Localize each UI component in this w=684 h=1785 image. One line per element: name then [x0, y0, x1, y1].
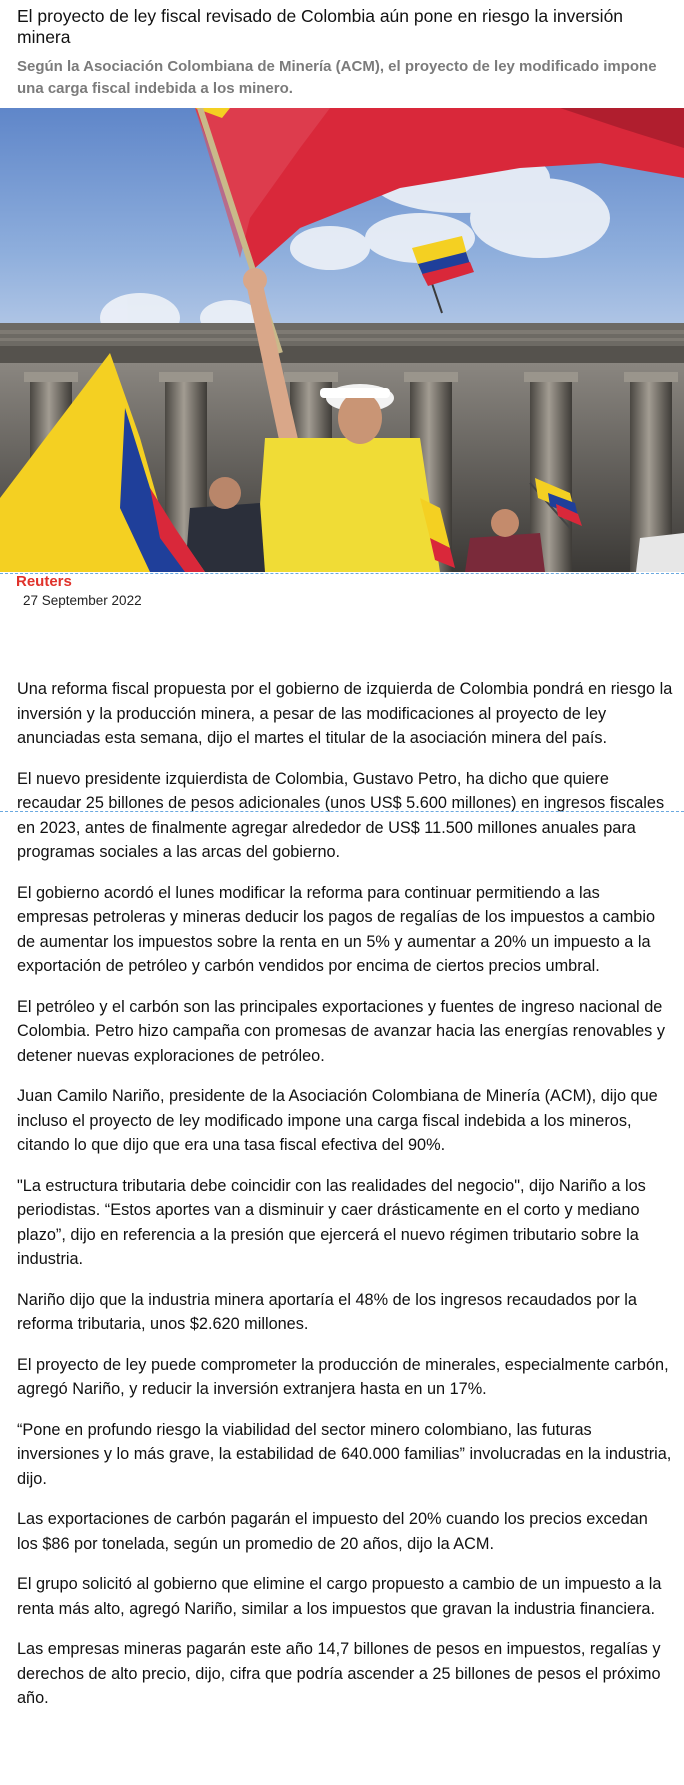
article-paragraph: El proyecto de ley puede comprometer la producción de minerales, especialmente carbón, agregó Nariño, y reducir la inversión extranjera hasta en un 17%. [17, 1355, 669, 1398]
article-paragraph: El grupo solicitó al gobierno que elimine el cargo propuesto a cambio de un impuesto a la renta más alto, agregó Nariño, similar a los impuestos que gravan la industria financiera. [17, 1575, 662, 1618]
article-paragraph: El gobierno acordó el lunes modificar la reforma para continuar permitiendo a las empresas petroleras y mineras deducir los pagos de regalías de los impuestos a cambio de aumentar los impuestos sobre la renta en un 5% y aumentar a 20% un impuesto a la exportación de petróleo y carbón vendidos por encima de ciertos precios umbral. [17, 883, 656, 975]
hero-photo [0, 108, 684, 572]
article-date: 27 September 2022 [23, 593, 142, 608]
article-paragraph: Una reforma fiscal propuesta por el gobierno de izquierda de Colombia pondrá en riesgo la inversión y la producción minera, a pesar de las modificaciones al proyecto de ley anunciadas esta semana, dijo el martes el titular de la asociación minera del país. [17, 680, 673, 747]
article-paragraph: "La estructura tributaria debe coincidir con las realidades del negocio", dijo Nariño a los periodistas. “Estos aportes van a disminuir y caer drásticamente en el corto y mediano plazo”, dijo en referencia a la presión que ejercerá el nuevo régimen tributario sobre la industria. [17, 1176, 646, 1268]
article-body [17, 677, 673, 1727]
divider-dashed [0, 573, 684, 574]
article-paragraph: El nuevo presidente izquierdista de Colombia, Gustavo Petro, ha dicho que quiere recaudar 25 billones de pesos adicionales (unos US$ 5.600 millones) en ingresos fiscales en 2023, antes de finalmente agregar alrededor de US$ 11.500 millones anuales para programas sociales a las arcas del gobierno. [17, 769, 665, 861]
article-paragraph: El petróleo y el carbón son las principales exportaciones y fuentes de ingreso nacional de Colombia. Petro hizo campaña con promesas de avanzar hacia las energías renovables y detener nuevas exploraciones de petróleo. [17, 997, 665, 1065]
article-subtitle: Según la Asociación Colombiana de Minería (ACM), el proyecto de ley modificado impone una carga fiscal indebida a los minero. [17, 58, 657, 97]
article-paragraph: Juan Camilo Nariño, presidente de la Asociación Colombiana de Minería (ACM), dijo que incluso el proyecto de ley modificado impone una carga fiscal indebida a los mineros, citando lo que dijo que era una tasa fiscal efectiva del 90%. [17, 1087, 658, 1154]
article-title: El proyecto de ley fiscal revisado de Colombia aún pone en riesgo la inversión minera [17, 6, 624, 47]
article-paragraph: Nariño dijo que la industria minera aportaría el 48% de los ingresos recaudados por la reforma tributaria, unos $2.620 millones. [17, 1290, 637, 1333]
article-paragraph: Las empresas mineras pagarán este año 14,7 billones de pesos en impuestos, regalías y derechos de alto precio, dijo, cifra que podría ascender a 25 billones de pesos el próximo año. [17, 1640, 661, 1707]
article-paragraph: Las exportaciones de carbón pagarán el impuesto del 20% cuando los precios excedan los $86 por tonelada, según un promedio de 20 años, dijo la ACM. [17, 1510, 648, 1553]
article-paragraph: “Pone en profundo riesgo la viabilidad del sector minero colombiano, las futuras inversiones y lo más grave, la estabilidad de 640.000 familias” involucradas en la industria, dijo. [17, 1420, 672, 1488]
article-source[interactable]: Reuters [16, 573, 72, 590]
divider-dashed-lower [0, 811, 684, 812]
